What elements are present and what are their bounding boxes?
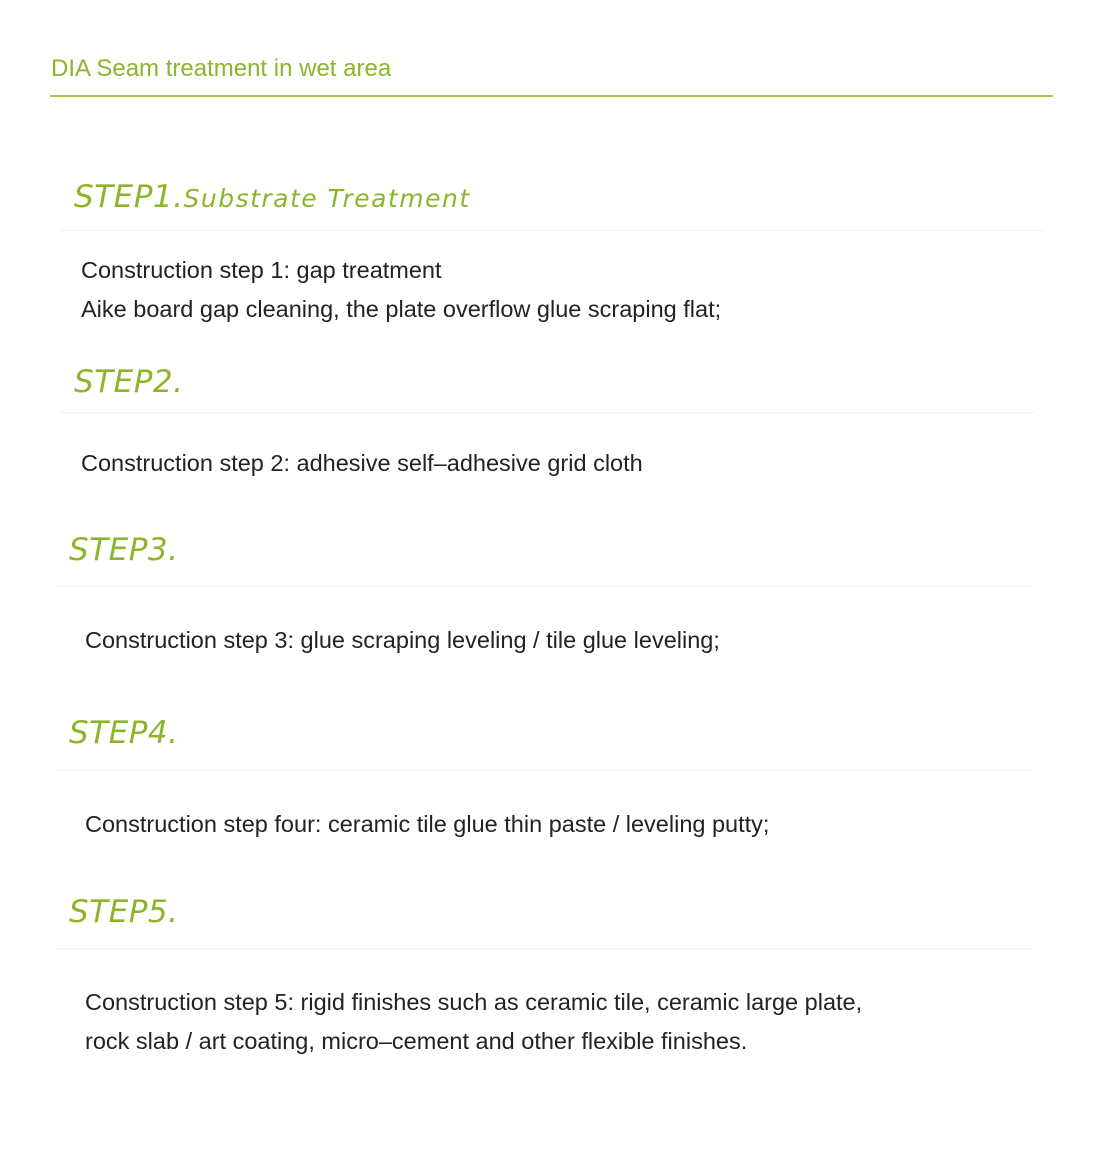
step-1-divider	[60, 230, 1045, 231]
step-4-description	[85, 805, 769, 844]
step-4-line-1: Construction step four: ceramic tile glue thin paste / leveling putty;	[85, 811, 770, 837]
step-4-heading	[69, 715, 179, 751]
step-5-description	[85, 983, 862, 1061]
step-5-line-2: rock slab / art coating, micro–cement and other flexible finishes.	[85, 1028, 748, 1054]
step-1-subtitle: Substrate Treatment	[183, 184, 471, 213]
step-5-line-1: Construction step 5: rigid finishes such as ceramic tile, ceramic large plate,	[85, 989, 863, 1015]
step-1-heading	[74, 179, 471, 215]
step-3-line-1: Construction step 3: glue scraping leveling / tile glue leveling;	[85, 627, 720, 653]
step-2-heading	[74, 364, 184, 400]
step-3-divider	[58, 586, 1033, 587]
step-5-label: STEP5.	[69, 894, 179, 930]
step-2-description	[81, 444, 643, 483]
step-4-label: STEP4.	[69, 715, 179, 751]
step-2-label: STEP2.	[74, 364, 184, 400]
step-1-label: STEP1.	[74, 179, 184, 215]
step-1-line-1: Construction step 1: gap treatment	[81, 257, 442, 283]
step-3-heading	[69, 532, 179, 568]
step-1-line-2: Aike board gap cleaning, the plate overflow glue scraping flat;	[81, 296, 722, 322]
header-divider	[50, 95, 1053, 97]
step-4-divider	[58, 770, 1033, 771]
page-title: DIA Seam treatment in wet area	[51, 55, 392, 82]
step-2-line-1: Construction step 2: adhesive self–adhesive grid cloth	[81, 450, 643, 476]
step-3-label: STEP3.	[69, 532, 179, 568]
step-3-description	[85, 621, 720, 660]
step-5-divider	[58, 948, 1033, 949]
step-1-description	[81, 251, 721, 329]
step-2-divider	[60, 412, 1035, 413]
step-5-heading	[69, 894, 179, 930]
